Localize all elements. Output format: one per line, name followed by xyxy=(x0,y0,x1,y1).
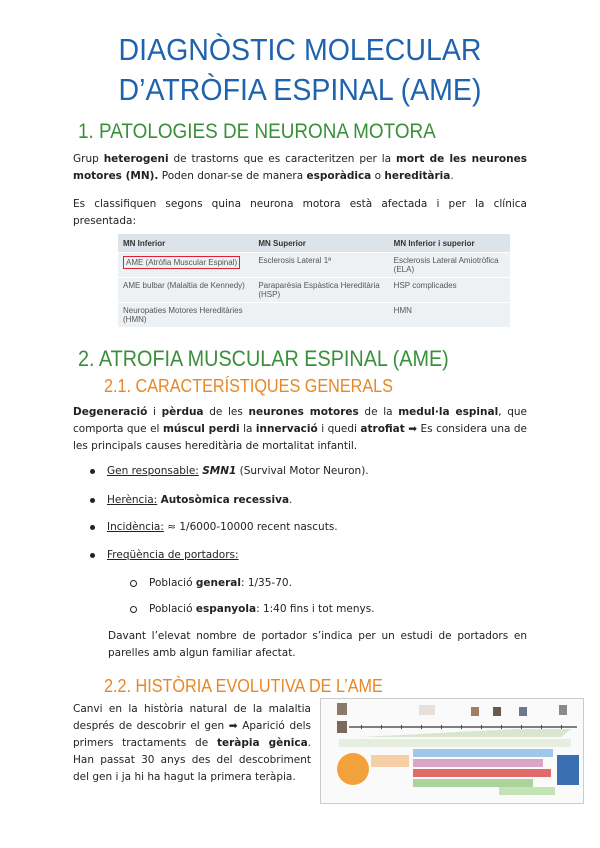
table-header-cell: MN Inferior xyxy=(118,234,253,253)
table-cell: Esclerosis Lateral 1ª xyxy=(253,253,388,278)
table-cell xyxy=(253,303,388,328)
list-item: Freqüència de portadors: xyxy=(90,547,239,563)
circle-bullet-icon xyxy=(130,606,137,613)
natural-history-oval xyxy=(337,753,369,785)
title-line-2: D’ATRÒFIA ESPINAL (AME) xyxy=(118,72,482,107)
section-1-paragraph-1: Grup heterogeni de trastorns que es caracteritzen per la mort de les neurones motores (MN). Poden donar-se de manera esporàdica o hereditària. xyxy=(73,153,527,182)
section-2-2-paragraph: Canvi en la història natural de la malaltia després de descobrir el gen ➡ Aparició dels primers tractaments de teràpia gènica. Han passat 30 anys des del descobriment del gen i ja hi ha hagut la primera teràpia. xyxy=(73,703,311,783)
section-2-heading: 2. ATROFIA MUSCULAR ESPINAL (AME) xyxy=(78,346,449,371)
section-1-heading: 1. PATOLOGIES DE NEURONA MOTORA xyxy=(78,120,436,143)
timeline-graphic xyxy=(321,699,583,803)
table-header-cell: MN Inferior i superior xyxy=(389,234,510,253)
table-header-row xyxy=(118,234,510,253)
list-item: Herència: Autosòmica recessiva. xyxy=(90,492,292,508)
sma-history-timeline-figure xyxy=(320,698,584,804)
table-cell xyxy=(118,253,253,278)
carrier-note: Davant l’elevat nombre de portador s’indica per un estudi de portadors en parelles amb algun familiar afectat. xyxy=(108,630,527,659)
outcome-box xyxy=(557,755,579,785)
motor-neuron-classification-table xyxy=(118,234,510,327)
highlighted-cell-text: AME (Atròfia Muscular Espinal) xyxy=(123,256,240,269)
bullet-icon xyxy=(90,469,95,474)
section-2-1-heading: 2.1. CARACTERÍSTIQUES GENERALS xyxy=(104,376,393,396)
bullet-icon xyxy=(90,553,95,558)
title-line-1: DIAGNÒSTIC MOLECULAR xyxy=(118,32,482,67)
baby-image xyxy=(419,705,435,715)
table-row xyxy=(118,253,510,278)
table-cell: Esclerosis Lateral Amiotròfica (ELA) xyxy=(389,253,510,278)
table-header-cell: MN Superior xyxy=(253,234,388,253)
table-row xyxy=(118,278,510,303)
list-item: Incidència: ≈ 1/6000-10000 recent nascuts. xyxy=(90,519,338,535)
table-row xyxy=(118,303,510,328)
table-cell: HMN xyxy=(389,303,510,328)
sub-list-item: Població general: 1/35-70. xyxy=(130,575,292,591)
portrait-icon xyxy=(337,721,347,733)
section-2-2-heading: 2.2. HISTÒRIA EVOLUTIVA DE L’AME xyxy=(104,676,383,696)
section-1-paragraph-2: Es classifiquen segons quina neurona motora està afectada i per la clínica presentada: xyxy=(73,198,527,227)
circle-bullet-icon xyxy=(130,580,137,587)
page-title xyxy=(24,30,576,110)
bullet-icon xyxy=(90,498,95,503)
list-item: Gen responsable: SMN1 (Survival Motor Neuron). xyxy=(90,463,369,479)
portrait-icon xyxy=(337,703,347,715)
bullet-icon xyxy=(90,525,95,530)
table-cell: Paraparèsia Espàstica Hereditària (HSP) xyxy=(253,278,388,303)
section-2-1-paragraph: Degeneració i pèrdua de les neurones motores de la medul·la espinal, que comporta que el múscul perdi la innervació i quedi atrofiat ➡ Es considera una de les principals causes hereditària de mortalitat infantil. xyxy=(73,406,527,452)
sub-list-item: Població espanyola: 1:40 fins i tot menys. xyxy=(130,601,375,617)
table-cell: AME bulbar (Malaltia de Kennedy) xyxy=(118,278,253,303)
table-cell: HSP complicades xyxy=(389,278,510,303)
table-cell: Neuropaties Motores Hereditàries (HMN) xyxy=(118,303,253,328)
